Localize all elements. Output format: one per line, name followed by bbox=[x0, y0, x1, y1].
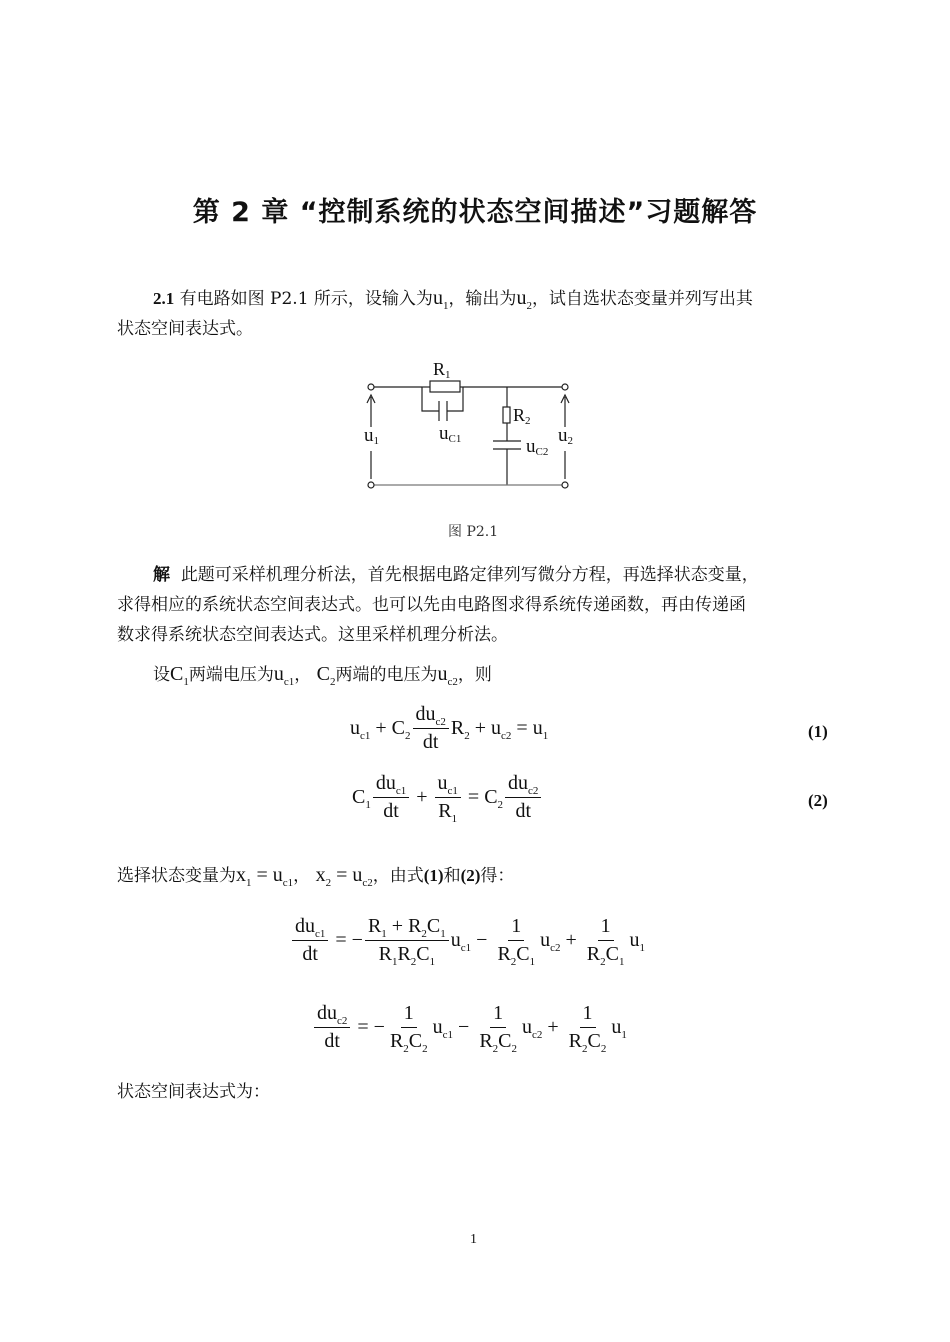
resistor-r2 bbox=[503, 407, 510, 423]
label-u2: u2 bbox=[558, 425, 573, 447]
solution-setup-line: 设$C_1$两端电压为$u_{c1}$， $C_2$两端的电压为$u_{c2}$，则 bbox=[153, 663, 492, 688]
problem-line-1 bbox=[153, 283, 753, 316]
problem-line-2: 状态空间表达式。 bbox=[117, 319, 253, 339]
state-equation-1: $\frac{du_{c1}}{dt}$ = − $\frac{R_1 + R_2C_1}{R_1R_2C_1}$ $u_{c1}$ − $\frac{1}{R_2C_1}$ $u_{c2}$ + $\frac{1}{R_2C_1}$ $u_1$ bbox=[290, 915, 645, 966]
solution-line-3: 数求得系统状态空间表达式。这里采样机理分析法。 bbox=[117, 625, 508, 645]
math-u1: $u_1$ bbox=[432, 287, 449, 312]
math-u2: $u_2$ bbox=[516, 287, 532, 312]
problem-text-a: 有电路如图 P2.1 所示，设输入为 bbox=[174, 289, 433, 309]
solution-line-2: 求得相应的系统状态空间表达式。也可以先由电路图求得系统传递函数，再由传递函 bbox=[117, 595, 746, 615]
label-uc1: uC1 bbox=[439, 423, 462, 445]
label-uc2: uC2 bbox=[526, 436, 549, 458]
equation-1: $u_{c1}$ + $C_2$ $\frac{du_{c2}}{dt}$ $R_2$ + $u_{c2}$ = $u_1$ bbox=[350, 703, 549, 753]
page-number: 1 bbox=[470, 1232, 477, 1247]
resistor-r1 bbox=[430, 381, 460, 392]
equation-2-number: (2) bbox=[808, 791, 828, 810]
state-variable-line: 选择状态变量为$x_1 = u_{c1}$， $x_2 = u_{c2}$，由式(1)和(2)得： bbox=[117, 864, 515, 889]
page-title: 第 2 章 “控制系统的状态空间描述”习题解答 bbox=[192, 197, 758, 228]
label-r1: R1 bbox=[433, 359, 451, 381]
solution-label: 解 bbox=[153, 565, 170, 585]
figure-caption: 图 P2.1 bbox=[448, 524, 499, 540]
equation-1-number: (1) bbox=[808, 722, 828, 741]
label-u1: u1 bbox=[364, 425, 379, 447]
problem-text-c: ，试自选状态变量并列写出其 bbox=[531, 289, 753, 309]
equation-2: $C_1$ $\frac{du_{c1}}{dt}$ + $\frac{u_{c1}}{R_1}$ = $C_2$ $\frac{du_{c2}}{dt}$ bbox=[352, 772, 543, 823]
label-r2: R2 bbox=[513, 405, 531, 427]
solution-line-1: 解 此题可采样机理分析法，首先根据电路定律列写微分方程，再选择状态变量， bbox=[153, 565, 759, 585]
problem-number: 2.1 bbox=[153, 289, 175, 308]
state-space-label: 状态空间表达式为： bbox=[117, 1082, 270, 1102]
problem-text-b: ，输出为 bbox=[448, 289, 517, 309]
circuit-diagram bbox=[355, 355, 595, 500]
state-equation-2: $\frac{du_{c2}}{dt}$ = − $\frac{1}{R_2C_2}$ $u_{c1}$ − $\frac{1}{R_2C_2}$ $u_{c2}$ + $\frac{1}{R_2C_2}$ $u_1$ bbox=[312, 1002, 627, 1053]
